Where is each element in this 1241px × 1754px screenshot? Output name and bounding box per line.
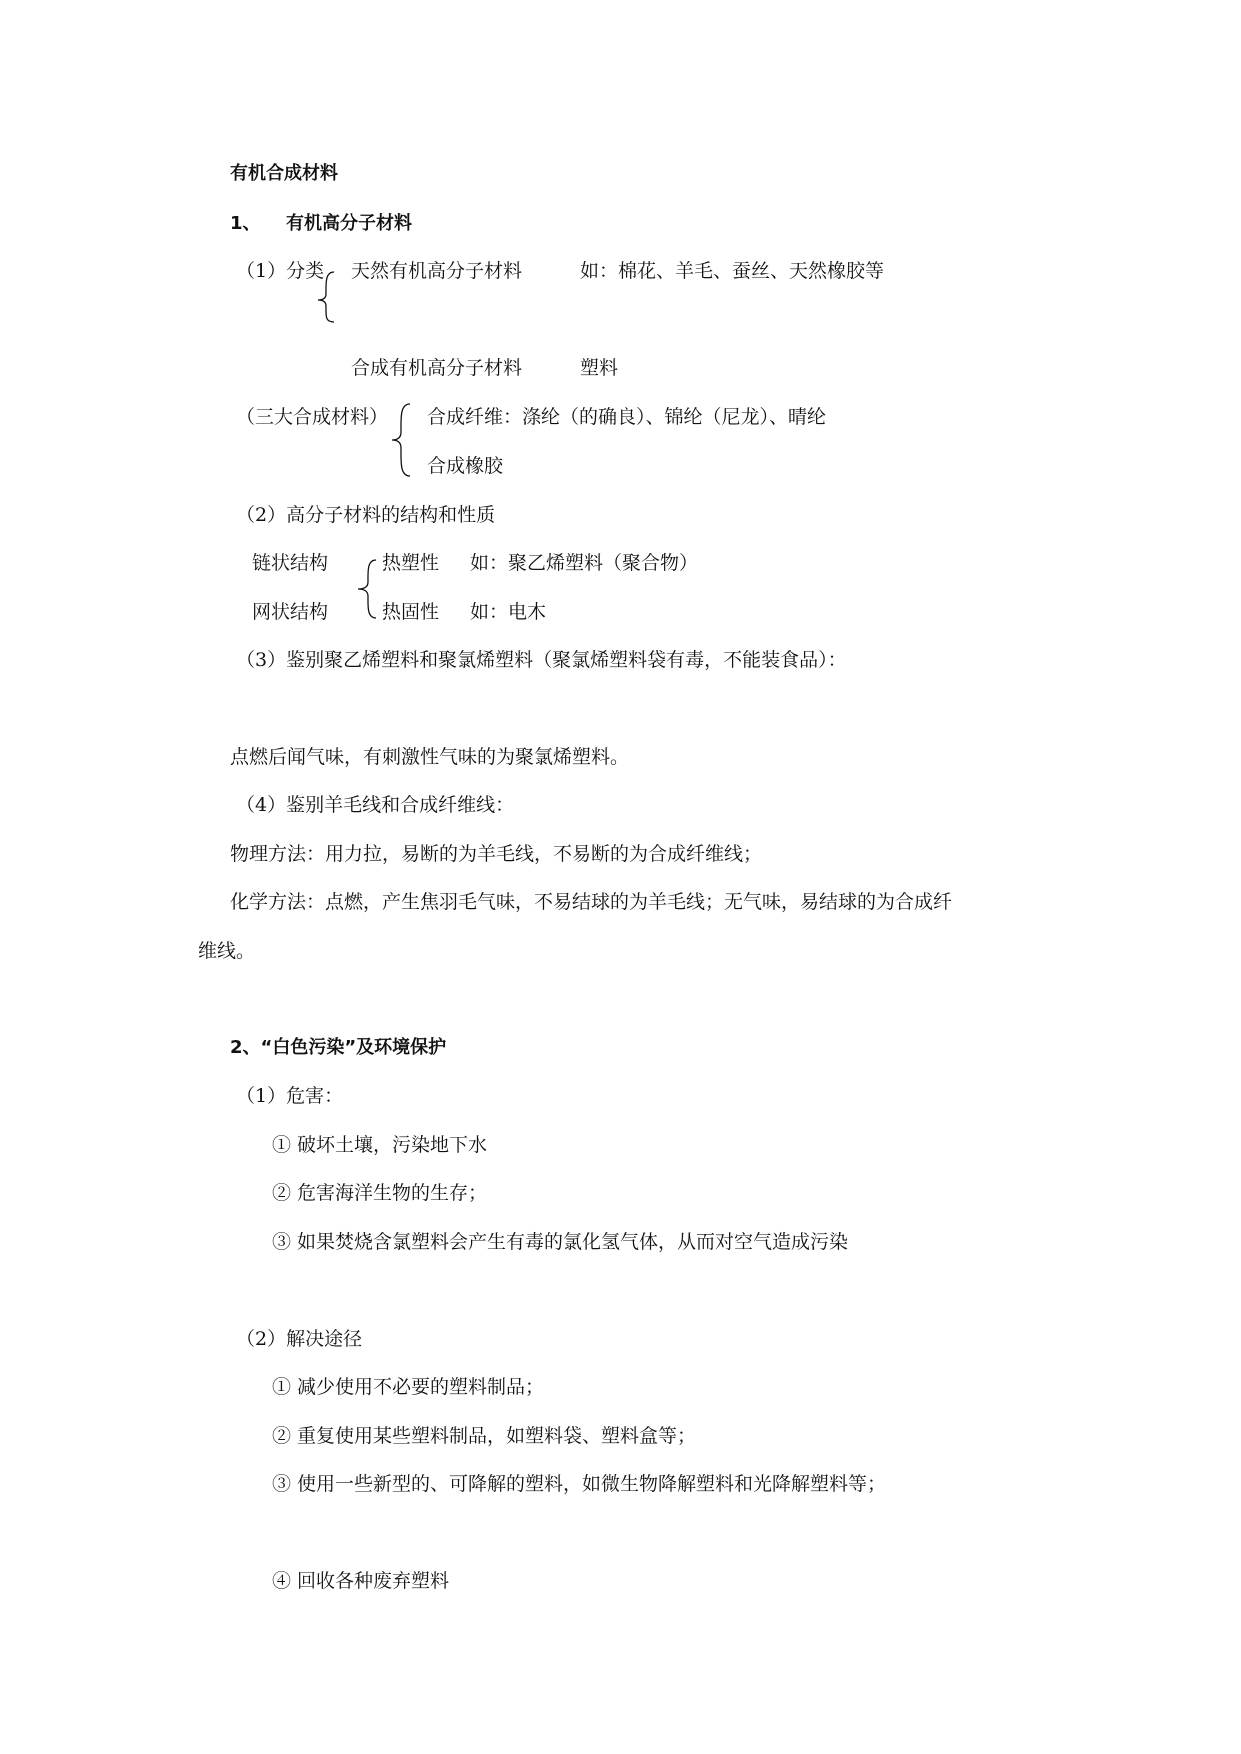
section2-heading: 2、“白色污染”及环境保护 xyxy=(230,1037,447,1058)
classification-label: （1）分类 xyxy=(236,260,325,282)
structure-brace xyxy=(356,558,378,620)
chemical-method-line2: 维线。 xyxy=(198,940,256,962)
harm-item: ① 破坏土壤，污染地下水 xyxy=(272,1134,488,1156)
thermoplastic-example: 如：聚乙烯塑料（聚合物） xyxy=(470,552,699,574)
synthetic-polymer-example: 塑料 xyxy=(580,357,619,379)
natural-polymer-label: 天然有机高分子材料 xyxy=(351,260,523,282)
thermoplastic-label: 热塑性 xyxy=(382,552,440,574)
solution-item: ② 重复使用某些塑料制品，如塑料袋、塑料盒等； xyxy=(272,1425,697,1447)
section1-heading: 有机高分子材料 xyxy=(286,213,412,234)
solution-item: ① 减少使用不必要的塑料制品； xyxy=(272,1376,545,1398)
solution-item: ③ 使用一些新型的、可降解的塑料，如微生物降解塑料和光降解塑料等； xyxy=(272,1473,887,1495)
network-structure-label: 网状结构 xyxy=(252,601,329,623)
thermoset-label: 热固性 xyxy=(382,601,440,623)
chemical-method-line1: 化学方法：点燃，产生焦羽毛气味，不易结球的为羊毛线；无气味，易结球的为合成纤 xyxy=(230,891,953,913)
solutions-title: （2）解决途径 xyxy=(236,1328,363,1350)
synthetic-rubber-item: 合成橡胶 xyxy=(427,455,504,477)
page-title: 有机合成材料 xyxy=(230,163,338,184)
natural-polymer-examples: 如：棉花、羊毛、蚕丝、天然橡胶等 xyxy=(580,260,885,282)
identify-fibers-title: （4）鉴别羊毛线和合成纤维线： xyxy=(236,794,515,816)
harm-title: （1）危害： xyxy=(236,1085,344,1107)
physical-method: 物理方法：用力拉，易断的为羊毛线，不易断的为合成纤维线； xyxy=(230,843,763,865)
three-major-brace xyxy=(390,402,412,478)
structure-title: （2）高分子材料的结构和性质 xyxy=(236,504,496,526)
solution-item: ④ 回收各种废弃塑料 xyxy=(272,1570,450,1592)
chain-structure-label: 链状结构 xyxy=(252,552,329,574)
synthetic-fiber-item: 合成纤维：涤纶（的确良）、锦纶（尼龙）、晴纶 xyxy=(427,406,827,428)
harm-item: ② 危害海洋生物的生存； xyxy=(272,1182,488,1204)
identify-plastics-method: 点燃后闻气味，有刺激性气味的为聚氯烯塑料。 xyxy=(230,746,630,768)
classification-brace xyxy=(316,270,336,326)
harm-item: ③ 如果焚烧含氯塑料会产生有毒的氯化氢气体，从而对空气造成污染 xyxy=(272,1231,849,1253)
section1-number: 1、 xyxy=(230,213,261,234)
identify-plastics-title: （3）鉴别聚乙烯塑料和聚氯烯塑料（聚氯烯塑料袋有毒，不能装食品）： xyxy=(236,649,847,671)
thermoset-example: 如：电木 xyxy=(470,601,547,623)
three-major-label: （三大合成材料） xyxy=(236,406,389,428)
synthetic-polymer-label: 合成有机高分子材料 xyxy=(351,357,523,379)
